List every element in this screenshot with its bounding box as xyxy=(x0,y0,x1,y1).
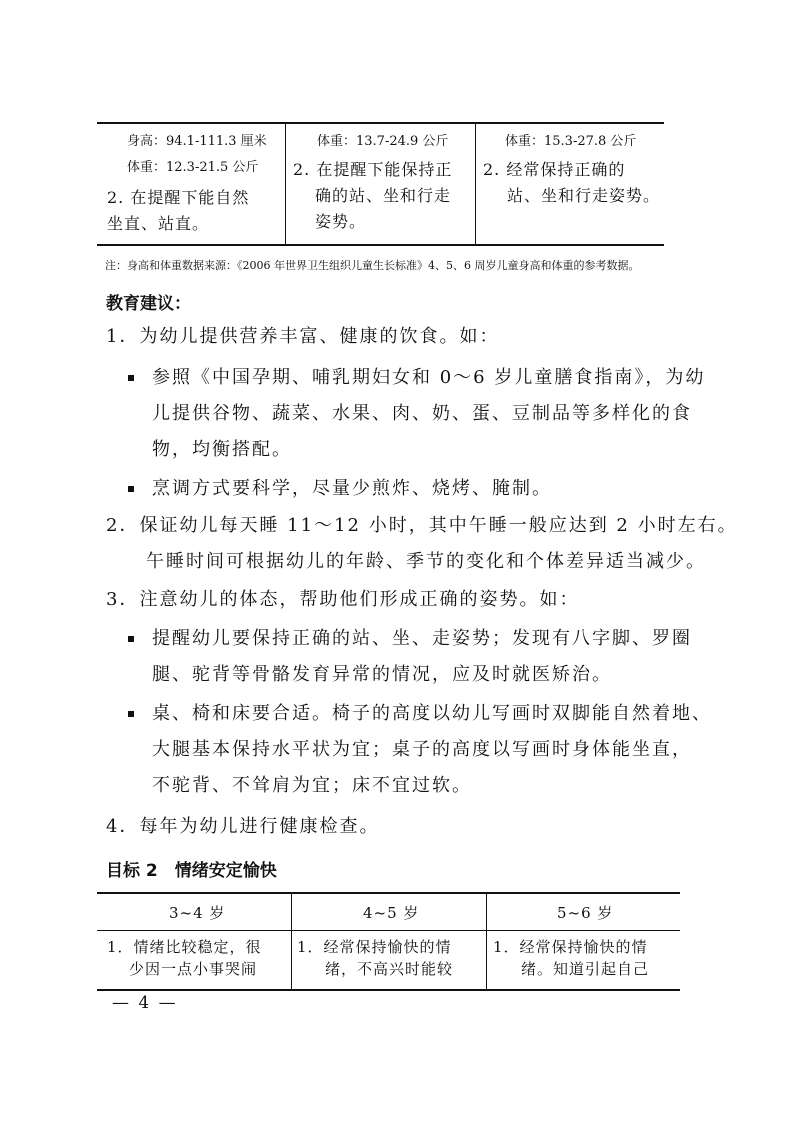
table-item: 2. 经常保持正确的 xyxy=(483,160,626,179)
suggestion-item: 1．为幼儿提供营养丰富、健康的饮食。如： xyxy=(106,326,500,347)
data-source-note: 注：身高和体重数据来源：《2006 年世界卫生组织儿童生长标准》4、5、6 周岁儿童身高和体重的参考数据。 xyxy=(105,259,640,272)
table-item: 1．情绪比较稳定，很 xyxy=(107,938,262,956)
suggestion-text: 物，均衡搭配。 xyxy=(152,439,292,460)
table-item: 姿势。 xyxy=(315,212,367,231)
development-table-top xyxy=(97,122,664,246)
table-item: 坐直、站直。 xyxy=(107,214,210,233)
table-item: 绪。知道引起自己 xyxy=(521,960,650,978)
table-item: 绪，不高兴时能较 xyxy=(325,960,454,978)
suggestion-text: 桌、椅和床要合适。椅子的高度以幼儿写画时双脚能自然着地、 xyxy=(152,703,712,724)
suggestion-text: 腿、驼背等骨骼发育异常的情况，应及时就医矫治。 xyxy=(152,664,612,685)
suggestion-text: 儿提供谷物、蔬菜、水果、肉、奶、蛋、豆制品等多样化的食 xyxy=(152,403,692,424)
table-item: 2. 在提醒下能保持正 xyxy=(293,160,453,179)
bullet-icon xyxy=(128,636,134,642)
weight-range: 体重：12.3-21.5 公斤 xyxy=(127,160,259,175)
table-divider xyxy=(97,930,680,931)
education-heading: 教育建议： xyxy=(106,294,191,314)
table-item: 1．经常保持愉快的情 xyxy=(297,938,452,956)
table-item: 少因一点小事哭闹 xyxy=(129,960,258,978)
suggestion-text: 午睡时间可根据幼儿的年龄、季节的变化和个体差异适当减少。 xyxy=(146,551,706,572)
suggestion-item: 4．每年为幼儿进行健康检查。 xyxy=(106,816,380,837)
suggestion-text: 不驼背、不耸肩为宜；床不宜过软。 xyxy=(152,775,472,796)
bullet-icon xyxy=(128,711,134,717)
goal-heading: 目标 2 情绪安定愉快 xyxy=(106,861,277,881)
table-item: 1．经常保持愉快的情 xyxy=(493,938,648,956)
table-item: 确的站、坐和行走 xyxy=(315,186,452,205)
weight-range: 体重：13.7-24.9 公斤 xyxy=(317,134,449,149)
age-header: 5~6 岁 xyxy=(557,904,614,922)
suggestion-text: 提醒幼儿要保持正确的站、坐、走姿势；发现有八字脚、罗圈 xyxy=(152,628,692,649)
table-divider xyxy=(291,894,292,989)
goal-table xyxy=(97,892,680,991)
age-header: 4~5 岁 xyxy=(363,904,420,922)
table-item: 站、坐和行走姿势。 xyxy=(507,186,661,205)
suggestion-item: 2．保证幼儿每天睡 11～12 小时，其中午睡一般应达到 2 小时左右。 xyxy=(106,515,738,536)
page-number: — 4 — xyxy=(112,993,178,1013)
suggestion-text: 烹调方式要科学，尽量少煎炸、烧烤、腌制。 xyxy=(152,478,552,499)
weight-range: 体重：15.3-27.8 公斤 xyxy=(505,134,637,149)
suggestion-text: 大腿基本保持水平状为宜；桌子的高度以写画时身体能坐直， xyxy=(152,739,692,760)
suggestion-item: 3．注意幼儿的体态，帮助他们形成正确的姿势。如： xyxy=(106,589,580,610)
table-divider xyxy=(475,124,476,244)
table-divider xyxy=(285,124,286,244)
height-range: 身高：94.1-111.3 厘米 xyxy=(127,134,267,149)
age-header: 3~4 岁 xyxy=(169,904,226,922)
table-divider xyxy=(486,894,487,989)
bullet-icon xyxy=(128,486,134,492)
table-item: 2. 在提醒下能自然 xyxy=(107,188,250,207)
bullet-icon xyxy=(128,375,134,381)
suggestion-text: 参照《中国孕期、哺乳期妇女和 0～6 岁儿童膳食指南》，为幼 xyxy=(152,367,706,388)
